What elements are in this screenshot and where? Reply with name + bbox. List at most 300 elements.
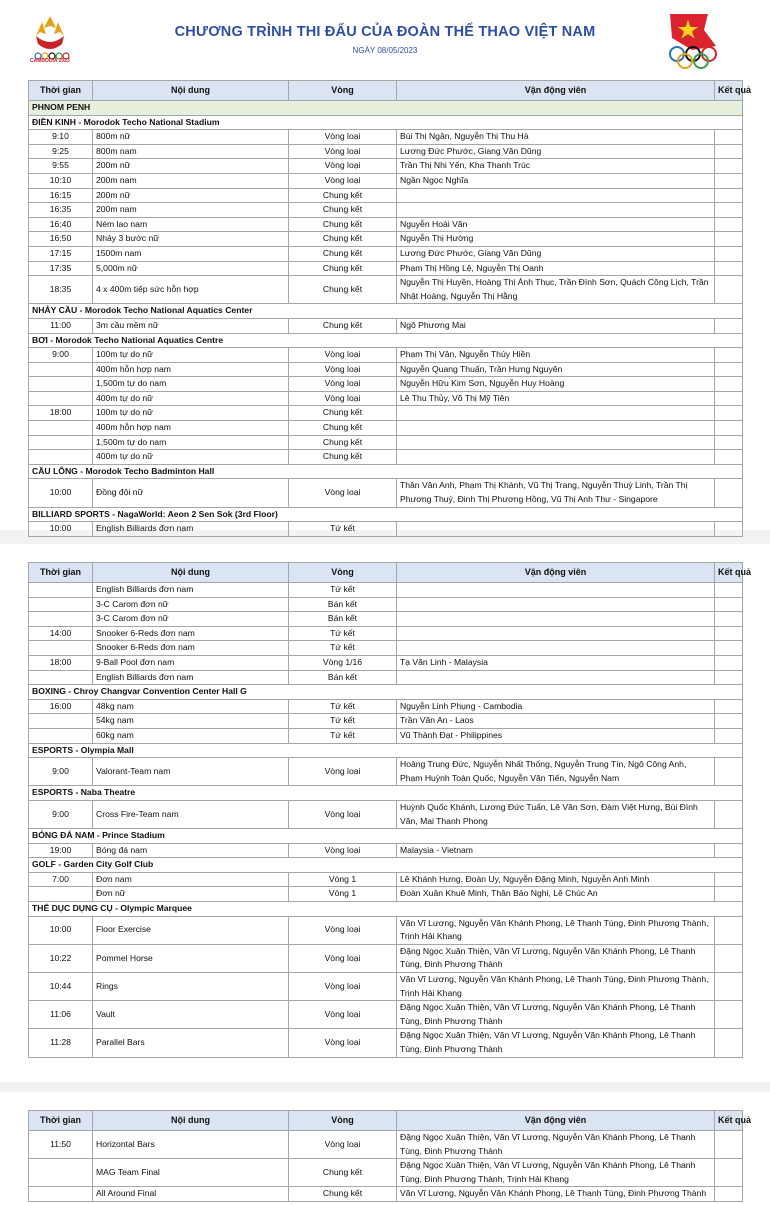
section-row	[29, 743, 743, 758]
cell-round: Vòng loại	[289, 173, 397, 188]
cell-time: 18:00	[29, 655, 93, 670]
cell-athletes	[397, 583, 715, 598]
table-row	[29, 276, 743, 304]
table-row	[29, 843, 743, 858]
cell-time: 9:00	[29, 800, 93, 828]
cell-athletes	[397, 421, 715, 436]
section-title: ĐIỀN KINH - Morodok Techo National Stadium	[29, 115, 743, 130]
table-row	[29, 435, 743, 450]
cell-event: 9-Ball Pool đơn nam	[93, 655, 289, 670]
col-event: Nội dung	[93, 563, 289, 583]
cell-athletes: Đặng Ngọc Xuân Thiện, Văn Vĩ Lương, Nguyễn Văn Khánh Phong, Lê Thanh Tùng, Đinh Phương Thành	[397, 1001, 715, 1029]
cell-result	[715, 203, 743, 218]
cell-time: 17:35	[29, 261, 93, 276]
cell-result	[715, 479, 743, 507]
cell-result	[715, 597, 743, 612]
table-row	[29, 916, 743, 944]
cell-athletes: Huỳnh Quốc Khánh, Lương Đức Tuấn, Lê Văn Sơn, Đàm Việt Hưng, Bùi Đình Văn, Mai Thanh Phong	[397, 800, 715, 828]
cell-athletes	[397, 626, 715, 641]
cell-result	[715, 916, 743, 944]
cell-event: English Billiards đơn nam	[93, 670, 289, 685]
cell-round: Chung kết	[289, 232, 397, 247]
cell-time: 10:10	[29, 173, 93, 188]
cell-round: Vòng loại	[289, 1131, 397, 1159]
cell-athletes: Trần Văn An - Laos	[397, 714, 715, 729]
cell-result	[715, 348, 743, 363]
cell-round: Vòng loại	[289, 159, 397, 174]
cell-athletes: Tạ Văn Linh - Malaysia	[397, 655, 715, 670]
cell-event: 1,500m tự do nam	[93, 435, 289, 450]
cell-result	[715, 318, 743, 333]
cell-event: Pommel Horse	[93, 944, 289, 972]
cell-event: 400m hỗn hợp nam	[93, 362, 289, 377]
cell-result	[715, 391, 743, 406]
cell-time: 11:00	[29, 318, 93, 333]
cell-time	[29, 583, 93, 598]
cell-time: 17:15	[29, 246, 93, 261]
table-row	[29, 203, 743, 218]
cell-result	[715, 435, 743, 450]
cell-result	[715, 1029, 743, 1057]
cell-result	[715, 714, 743, 729]
cell-time: 9:25	[29, 144, 93, 159]
cell-event: 60kg nam	[93, 728, 289, 743]
cell-athletes: Đoàn Xuân Khuê Minh, Thân Bảo Nghi, Lê Chúc An	[397, 887, 715, 902]
cell-athletes: Trần Thị Nhi Yến, Kha Thanh Trúc	[397, 159, 715, 174]
table-row	[29, 758, 743, 786]
cell-time: 16:50	[29, 232, 93, 247]
cell-round: Vòng loại	[289, 144, 397, 159]
table-row	[29, 232, 743, 247]
logo-caption: CAMBODIA 2023	[30, 58, 70, 64]
section-title: CẦU LÔNG - Morodok Techo Badminton Hall	[29, 464, 743, 479]
cell-athletes	[397, 612, 715, 627]
section-title: BOXING - Chroy Changvar Convention Center Hall G	[29, 685, 743, 700]
table-row	[29, 1187, 743, 1202]
cell-time: 16:35	[29, 203, 93, 218]
cell-time	[29, 450, 93, 465]
section-title: NHẢY CẦU - Morodok Techo National Aquatics Center	[29, 304, 743, 319]
cell-athletes: Lương Đức Phước, Giang Văn Dũng	[397, 144, 715, 159]
cell-result	[715, 843, 743, 858]
table-row	[29, 670, 743, 685]
cell-athletes: Phạm Thị Vân, Nguyễn Thúy Hiền	[397, 348, 715, 363]
cell-time	[29, 612, 93, 627]
cell-event: Horizontal Bars	[93, 1131, 289, 1159]
cell-event: All Around Final	[93, 1187, 289, 1202]
cell-result	[715, 406, 743, 421]
cell-time	[29, 887, 93, 902]
cell-round: Vòng loại	[289, 362, 397, 377]
cell-time: 9:00	[29, 758, 93, 786]
cell-result	[715, 887, 743, 902]
page-date: NGÀY 08/05/2023	[352, 46, 418, 55]
cell-round: Chung kết	[289, 406, 397, 421]
cell-round: Vòng loại	[289, 130, 397, 145]
table-row	[29, 1001, 743, 1029]
table-row	[29, 944, 743, 972]
cell-round: Vòng loại	[289, 377, 397, 392]
section-title: BÓNG ĐÁ NAM - Prince Stadium	[29, 829, 743, 844]
cell-round: Bán kết	[289, 597, 397, 612]
cell-athletes	[397, 435, 715, 450]
cell-event: 5,000m nữ	[93, 261, 289, 276]
section-title: ESPORTS - Naba Theatre	[29, 786, 743, 801]
table-row	[29, 597, 743, 612]
table-row	[29, 159, 743, 174]
cell-round: Chung kết	[289, 261, 397, 276]
table-row	[29, 612, 743, 627]
cell-time	[29, 377, 93, 392]
cell-time: 10:00	[29, 522, 93, 537]
cell-round: Vòng loại	[289, 944, 397, 972]
section-title: ESPORTS - Olympia Mall	[29, 743, 743, 758]
cell-time	[29, 714, 93, 729]
cell-round: Tứ kết	[289, 728, 397, 743]
cell-round: Vòng loại	[289, 758, 397, 786]
cell-event: 3-C Carom đơn nữ	[93, 612, 289, 627]
cell-round: Chung kết	[289, 318, 397, 333]
col-athletes: Vận động viên	[397, 1111, 715, 1131]
section-title: BƠI - Morodok Techo National Aquatics Centre	[29, 333, 743, 348]
cell-event: 4 x 400m tiếp sức hỗn hợp	[93, 276, 289, 304]
cell-time	[29, 391, 93, 406]
cell-athletes: Ngần Ngọc Nghĩa	[397, 173, 715, 188]
cell-athletes: Văn Vĩ Lương, Nguyễn Văn Khánh Phong, Lê Thanh Tùng, Đinh Phương Thành, Trịnh Hải Khang	[397, 973, 715, 1001]
cell-event: Bóng đá nam	[93, 843, 289, 858]
cell-athletes	[397, 670, 715, 685]
cell-result	[715, 872, 743, 887]
cell-result	[715, 261, 743, 276]
schedule-table	[28, 1110, 752, 1202]
col-time: Thời gian	[29, 1111, 93, 1131]
cell-athletes: Nguyễn Linh Phụng - Cambodia	[397, 699, 715, 714]
table-row	[29, 714, 743, 729]
section-row	[29, 304, 743, 319]
cell-event: English Billiards đơn nam	[93, 522, 289, 537]
cell-time: 9:55	[29, 159, 93, 174]
col-event: Nội dung	[93, 1111, 289, 1131]
cell-event: 400m hỗn hợp nam	[93, 421, 289, 436]
cell-round: Vòng loại	[289, 391, 397, 406]
section-row	[29, 464, 743, 479]
cell-athletes: Nguyễn Thị Huyền, Hoàng Thị Ánh Thục, Trần Đình Sơn, Quách Công Lịch, Trần Nhật Hoàng, Nguyễn Thị Hằng	[397, 276, 715, 304]
cell-time: 16:40	[29, 217, 93, 232]
table-row	[29, 406, 743, 421]
table-row	[29, 800, 743, 828]
cell-result	[715, 130, 743, 145]
cell-time	[29, 728, 93, 743]
city-row	[29, 101, 743, 116]
table-row	[29, 872, 743, 887]
cell-result	[715, 159, 743, 174]
table-row	[29, 173, 743, 188]
cell-result	[715, 944, 743, 972]
cell-time: 18:35	[29, 276, 93, 304]
cell-result	[715, 362, 743, 377]
cell-athletes	[397, 406, 715, 421]
table-row	[29, 377, 743, 392]
cell-event: Đơn nam	[93, 872, 289, 887]
cell-time: 11:50	[29, 1131, 93, 1159]
cell-round: Chung kết	[289, 421, 397, 436]
cell-result	[715, 728, 743, 743]
cell-round: Vòng loại	[289, 479, 397, 507]
cell-time: 11:28	[29, 1029, 93, 1057]
cell-round: Chung kết	[289, 276, 397, 304]
cell-time: 11:06	[29, 1001, 93, 1029]
cell-event: Floor Exercise	[93, 916, 289, 944]
cell-athletes: Vũ Thành Đạt - Philippines	[397, 728, 715, 743]
cell-time: 9:10	[29, 130, 93, 145]
cell-time	[29, 597, 93, 612]
cell-event: Rings	[93, 973, 289, 1001]
schedule-page-3	[0, 1092, 770, 1205]
cell-round: Vòng loại	[289, 843, 397, 858]
cell-event: 200m nữ	[93, 159, 289, 174]
cell-event: Vault	[93, 1001, 289, 1029]
cell-event: Valorant-Team nam	[93, 758, 289, 786]
cell-result	[715, 626, 743, 641]
table-row	[29, 655, 743, 670]
schedule-page-2	[0, 544, 770, 1082]
table-row	[29, 217, 743, 232]
cell-result	[715, 217, 743, 232]
cell-result	[715, 1159, 743, 1187]
vietnam-olympic-logo-icon	[664, 10, 734, 72]
cell-round: Vòng loại	[289, 973, 397, 1001]
cell-time	[29, 362, 93, 377]
cell-athletes	[397, 597, 715, 612]
table-row	[29, 583, 743, 598]
cell-time	[29, 1159, 93, 1187]
cell-result	[715, 758, 743, 786]
cell-time	[29, 670, 93, 685]
cell-result	[715, 641, 743, 656]
cell-round: Tứ kết	[289, 583, 397, 598]
cell-time: 14:00	[29, 626, 93, 641]
cell-athletes: Đặng Ngọc Xuân Thiện, Văn Vĩ Lương, Nguyễn Văn Khánh Phong, Lê Thanh Tùng, Đinh Phương Thành	[397, 1131, 715, 1159]
table-row	[29, 188, 743, 203]
section-row	[29, 902, 743, 917]
schedule-page-1	[0, 0, 770, 534]
cell-round: Chung kết	[289, 188, 397, 203]
table-row	[29, 522, 743, 537]
cell-event: Snooker 6-Reds đơn nam	[93, 641, 289, 656]
cell-result	[715, 973, 743, 1001]
col-athletes: Vận động viên	[397, 563, 715, 583]
table-row	[29, 626, 743, 641]
cell-athletes: Lê Khánh Hưng, Đoàn Uy, Nguyễn Đặng Minh, Nguyễn Anh Minh	[397, 872, 715, 887]
cell-result	[715, 800, 743, 828]
cell-time: 16:00	[29, 699, 93, 714]
page-header	[0, 0, 770, 78]
table-row	[29, 973, 743, 1001]
cell-round: Vòng 1	[289, 872, 397, 887]
col-round: Vòng	[289, 563, 397, 583]
cell-result	[715, 1187, 743, 1202]
cell-result	[715, 377, 743, 392]
cell-time	[29, 641, 93, 656]
cell-event: 800m nam	[93, 144, 289, 159]
cell-time	[29, 421, 93, 436]
table-row	[29, 479, 743, 507]
cell-athletes: Bùi Thị Ngân, Nguyễn Thị Thu Hà	[397, 130, 715, 145]
cell-time: 16:15	[29, 188, 93, 203]
cell-round: Vòng loại	[289, 800, 397, 828]
page-title: CHƯƠNG TRÌNH THI ĐẤU CỦA ĐOÀN THỂ THAO VIỆT NAM	[174, 24, 596, 40]
cell-round: Vòng 1/16	[289, 655, 397, 670]
cell-result	[715, 450, 743, 465]
cell-event: Đơn nữ	[93, 887, 289, 902]
cell-event: 800m nữ	[93, 130, 289, 145]
cell-athletes: Lương Đức Phước, Giang Văn Dũng	[397, 246, 715, 261]
cell-result	[715, 246, 743, 261]
cell-event: 100m tự do nữ	[93, 406, 289, 421]
cell-round: Tứ kết	[289, 699, 397, 714]
cell-result	[715, 1131, 743, 1159]
table-row	[29, 450, 743, 465]
table-row	[29, 246, 743, 261]
cell-athletes: Phạm Thị Hồng Lệ, Nguyễn Thị Oanh	[397, 261, 715, 276]
col-event: Nội dung	[93, 81, 289, 101]
cell-round: Tứ kết	[289, 714, 397, 729]
cell-athletes: Malaysia - Vietnam	[397, 843, 715, 858]
cell-time: 10:00	[29, 916, 93, 944]
cell-event: MAG Team Final	[93, 1159, 289, 1187]
table-row	[29, 130, 743, 145]
cell-result	[715, 655, 743, 670]
cell-athletes: Ngô Phương Mai	[397, 318, 715, 333]
cell-result	[715, 232, 743, 247]
cell-event: Nhảy 3 bước nữ	[93, 232, 289, 247]
col-result: Kết quả	[715, 81, 743, 101]
cell-round: Vòng loại	[289, 1029, 397, 1057]
cell-athletes: Lê Thu Thủy, Võ Thị Mỹ Tiên	[397, 391, 715, 406]
cell-time	[29, 1187, 93, 1202]
cell-round: Chung kết	[289, 203, 397, 218]
col-time: Thời gian	[29, 81, 93, 101]
cell-result	[715, 421, 743, 436]
table-row	[29, 887, 743, 902]
cell-round: Chung kết	[289, 435, 397, 450]
table-row	[29, 1029, 743, 1057]
cell-athletes: Nguyễn Quang Thuấn, Trần Hưng Nguyên	[397, 362, 715, 377]
table-row	[29, 144, 743, 159]
cell-round: Chung kết	[289, 450, 397, 465]
table-header-row	[29, 1111, 743, 1131]
cell-event: 1,500m tự do nam	[93, 377, 289, 392]
cell-round: Chung kết	[289, 246, 397, 261]
section-row	[29, 829, 743, 844]
section-row	[29, 507, 743, 522]
cell-event: 200m nữ	[93, 188, 289, 203]
cell-event: 400m tự do nữ	[93, 391, 289, 406]
cell-round: Chung kết	[289, 217, 397, 232]
col-round: Vòng	[289, 1111, 397, 1131]
cell-event: 100m tự do nữ	[93, 348, 289, 363]
cell-athletes	[397, 203, 715, 218]
table-row	[29, 261, 743, 276]
cell-event: English Billiards đơn nam	[93, 583, 289, 598]
cell-athletes: Thân Vân Anh, Phạm Thị Khánh, Vũ Thị Trang, Nguyễn Thuỳ Linh, Trần Thị Phương Thuý, Đinh Thị Phương Hồng, Vũ Thị Anh Thư - Singapore	[397, 479, 715, 507]
section-row	[29, 685, 743, 700]
section-title: PHNOM PENH	[29, 101, 743, 116]
cell-result	[715, 276, 743, 304]
cell-round: Vòng loại	[289, 1001, 397, 1029]
cell-event: Đồng đội nữ	[93, 479, 289, 507]
schedule-table	[28, 80, 752, 537]
section-row	[29, 858, 743, 873]
cell-time: 18:00	[29, 406, 93, 421]
col-result: Kết quả	[715, 563, 743, 583]
cell-result	[715, 144, 743, 159]
cell-event: 3-C Carom đơn nữ	[93, 597, 289, 612]
cell-event: 1500m nam	[93, 246, 289, 261]
cell-event: 3m cầu mềm nữ	[93, 318, 289, 333]
cell-round: Vòng 1	[289, 887, 397, 902]
cell-athletes: Đặng Ngọc Xuân Thiện, Văn Vĩ Lương, Nguyễn Văn Khánh Phong, Lê Thanh Tùng, Đinh Phương Thành	[397, 944, 715, 972]
cell-event: Ném lao nam	[93, 217, 289, 232]
cell-event: 54kg nam	[93, 714, 289, 729]
table-row	[29, 728, 743, 743]
section-title: GOLF - Garden City Golf Club	[29, 858, 743, 873]
section-row	[29, 786, 743, 801]
cell-athletes: Văn Vĩ Lương, Nguyễn Văn Khánh Phong, Lê Thanh Tùng, Đinh Phương Thành	[397, 1187, 715, 1202]
cell-athletes	[397, 522, 715, 537]
cell-athletes: Hoàng Trung Đức, Nguyễn Nhất Thống, Nguyễn Trung Tín, Ngô Công Anh, Phạm Huỳnh Toàn Quốc, Nguyễn Văn Tiến, Nguyễn Nam	[397, 758, 715, 786]
cell-athletes: Đặng Ngọc Xuân Thiện, Văn Vĩ Lương, Nguyễn Văn Khánh Phong, Lê Thanh Tùng, Đinh Phương Thành	[397, 1029, 715, 1057]
cell-event: Cross Fire-Team nam	[93, 800, 289, 828]
table-row	[29, 1159, 743, 1187]
cell-result	[715, 173, 743, 188]
cell-time: 9:00	[29, 348, 93, 363]
cell-round: Vòng loại	[289, 348, 397, 363]
cell-athletes: Đặng Ngọc Xuân Thiện, Văn Vĩ Lương, Nguyễn Văn Khánh Phong, Lê Thanh Tùng, Đinh Phương Thành, Trịnh Hải Khang	[397, 1159, 715, 1187]
cell-time: 19:00	[29, 843, 93, 858]
cell-athletes	[397, 641, 715, 656]
cell-time: 10:44	[29, 973, 93, 1001]
col-result: Kết quả	[715, 1111, 743, 1131]
cell-event: 400m tự do nữ	[93, 450, 289, 465]
cell-result	[715, 1001, 743, 1029]
table-row	[29, 641, 743, 656]
cell-athletes: Nguyễn Hữu Kim Sơn, Nguyễn Huy Hoàng	[397, 377, 715, 392]
cell-round: Bán kết	[289, 670, 397, 685]
cell-round: Vòng loại	[289, 916, 397, 944]
table-row	[29, 699, 743, 714]
schedule-table	[28, 562, 752, 1058]
cell-result	[715, 188, 743, 203]
cell-event: 200m nam	[93, 173, 289, 188]
cell-round: Bán kết	[289, 612, 397, 627]
section-row	[29, 115, 743, 130]
cell-athletes: Văn Vĩ Lương, Nguyễn Văn Khánh Phong, Lê Thanh Tùng, Đinh Phương Thành, Trịnh Hải Khang	[397, 916, 715, 944]
cell-round: Chung kết	[289, 1159, 397, 1187]
table-row	[29, 391, 743, 406]
cell-result	[715, 670, 743, 685]
section-row	[29, 333, 743, 348]
cell-result	[715, 522, 743, 537]
table-row	[29, 348, 743, 363]
table-row	[29, 421, 743, 436]
col-athletes: Vận động viên	[397, 81, 715, 101]
cell-event: 200m nam	[93, 203, 289, 218]
section-title: BILLIARD SPORTS - NagaWorld: Aeon 2 Sen Sok (3rd Floor)	[29, 507, 743, 522]
cell-time	[29, 435, 93, 450]
cell-time: 7:00	[29, 872, 93, 887]
cell-round: Tứ kết	[289, 641, 397, 656]
